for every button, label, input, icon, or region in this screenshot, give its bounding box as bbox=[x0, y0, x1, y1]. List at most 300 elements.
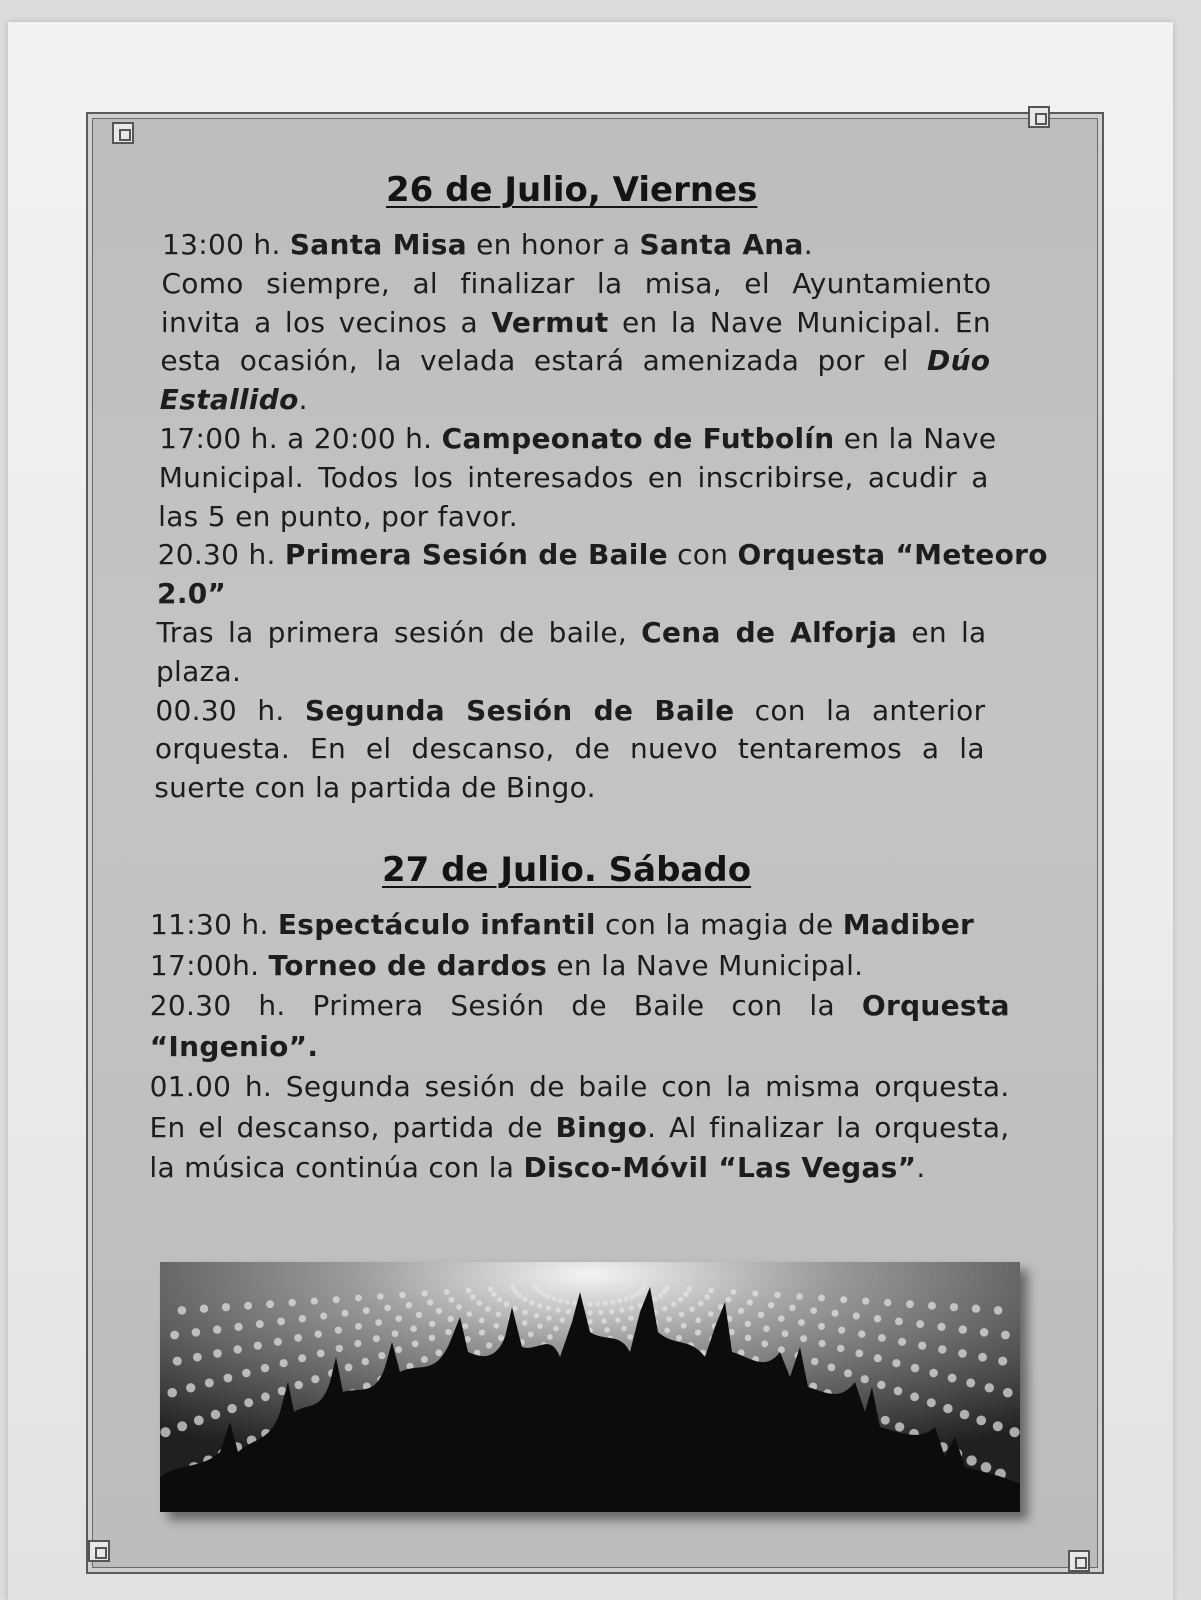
text-run: en la bbox=[897, 616, 987, 649]
light-dot bbox=[695, 1317, 701, 1323]
light-dot bbox=[354, 1340, 361, 1347]
light-dot bbox=[838, 1327, 845, 1334]
text-run: en honor a bbox=[466, 228, 640, 261]
light-dot bbox=[317, 1350, 325, 1358]
light-dot bbox=[745, 1335, 752, 1342]
light-dot bbox=[681, 1323, 687, 1329]
light-dot bbox=[898, 1338, 906, 1346]
light-dot bbox=[617, 1298, 622, 1303]
light-dot bbox=[528, 1331, 534, 1337]
light-dot bbox=[333, 1296, 340, 1303]
light-dot bbox=[277, 1318, 285, 1326]
light-dot bbox=[395, 1315, 402, 1322]
event-text-line bbox=[158, 500, 518, 533]
light-dot bbox=[588, 1302, 593, 1307]
text-run: Cena de Alforja bbox=[641, 616, 898, 649]
light-dot bbox=[494, 1323, 500, 1329]
event-text-line bbox=[154, 771, 595, 804]
text-run: 13:00 h. bbox=[162, 228, 290, 261]
light-dot bbox=[666, 1316, 672, 1322]
light-dot bbox=[416, 1312, 422, 1318]
text-run: 01.00 h. Segunda sesión de baile con la misma orquesta. bbox=[149, 1070, 1010, 1103]
light-dot bbox=[456, 1304, 462, 1310]
light-dot bbox=[998, 1357, 1007, 1366]
light-dot bbox=[676, 1335, 682, 1341]
light-dot bbox=[763, 1325, 770, 1332]
text-run: Segunda Sesión de Baile bbox=[304, 693, 735, 727]
light-dot bbox=[336, 1345, 343, 1352]
text-run: 20.30 h. Primera Sesión de Baile con la bbox=[149, 989, 862, 1022]
light-dot bbox=[160, 1427, 170, 1437]
light-dot bbox=[362, 1358, 369, 1365]
light-dot bbox=[911, 1364, 919, 1372]
light-dot bbox=[993, 1421, 1003, 1431]
light-dot bbox=[170, 1331, 179, 1340]
light-dot bbox=[895, 1318, 903, 1326]
event-text-line bbox=[161, 306, 991, 339]
light-dot bbox=[628, 1316, 633, 1321]
event-text-line bbox=[160, 383, 308, 416]
text-run: en la Nave Municipal. En bbox=[608, 305, 991, 339]
event-text-line bbox=[150, 1070, 1010, 1103]
light-dot bbox=[918, 1342, 926, 1350]
light-dot bbox=[485, 1306, 491, 1312]
text-run: En el descanso, partida de bbox=[149, 1110, 556, 1144]
light-dot bbox=[311, 1298, 318, 1305]
light-dot bbox=[315, 1330, 322, 1337]
event-text-line bbox=[158, 538, 1048, 571]
light-dot bbox=[512, 1306, 517, 1311]
frame-corner-ornament bbox=[1028, 106, 1050, 128]
light-dot bbox=[363, 1307, 370, 1314]
light-dot bbox=[598, 1310, 603, 1315]
light-dot bbox=[205, 1378, 214, 1387]
light-dot bbox=[884, 1299, 891, 1306]
light-dot bbox=[881, 1416, 890, 1425]
light-dot bbox=[523, 1310, 528, 1315]
light-dot bbox=[985, 1383, 994, 1392]
text-run: en la Nave Municipal. bbox=[547, 948, 864, 982]
light-dot bbox=[619, 1308, 624, 1313]
text-run: Bingo bbox=[555, 1110, 648, 1144]
light-dot bbox=[745, 1321, 751, 1327]
light-dot bbox=[178, 1306, 187, 1315]
light-dot bbox=[470, 1294, 476, 1300]
light-dot bbox=[355, 1295, 362, 1302]
light-dot bbox=[894, 1387, 903, 1396]
light-dot bbox=[213, 1325, 221, 1333]
light-dot bbox=[200, 1305, 208, 1313]
frame-corner-ornament bbox=[1068, 1550, 1090, 1572]
light-dot bbox=[603, 1301, 608, 1306]
light-dot bbox=[498, 1335, 504, 1341]
light-dot bbox=[377, 1293, 384, 1300]
text-run: suerte con la partida de Bingo. bbox=[154, 771, 596, 805]
text-run: 11:30 h. bbox=[150, 908, 278, 941]
light-dot bbox=[355, 1323, 362, 1330]
light-dot bbox=[227, 1404, 236, 1413]
light-dot bbox=[477, 1300, 483, 1306]
light-dot bbox=[496, 1312, 502, 1318]
event-text-line bbox=[149, 1151, 925, 1184]
light-dot bbox=[395, 1346, 402, 1353]
text-run: Campeonato de Futbolín bbox=[441, 422, 835, 455]
light-dot bbox=[840, 1296, 847, 1303]
light-dot bbox=[689, 1306, 695, 1312]
light-dot bbox=[966, 1378, 975, 1387]
event-text-line bbox=[150, 949, 863, 982]
light-dot bbox=[342, 1310, 349, 1317]
light-dot bbox=[295, 1381, 303, 1389]
text-run: 00.30 h. bbox=[155, 693, 305, 727]
text-run: 2.0” bbox=[157, 577, 227, 611]
light-dot bbox=[832, 1310, 839, 1317]
text-run: Primera Sesión de Baile bbox=[284, 538, 668, 572]
crowd-silhouette-graphic bbox=[160, 1262, 1020, 1512]
light-dot bbox=[837, 1345, 844, 1352]
text-run: Santa Misa bbox=[289, 228, 467, 261]
light-dot bbox=[818, 1295, 825, 1302]
light-dot bbox=[662, 1289, 667, 1294]
light-dot bbox=[972, 1305, 980, 1313]
event-text-line bbox=[156, 655, 241, 688]
text-run: la música continúa con la bbox=[149, 1151, 524, 1184]
light-dot bbox=[462, 1323, 468, 1329]
light-dot bbox=[778, 1315, 785, 1322]
text-run: invita a los vecinos a bbox=[160, 305, 492, 339]
light-dot bbox=[704, 1294, 710, 1300]
light-dot bbox=[874, 1315, 881, 1322]
text-run: orquesta. En el descanso, de nuevo tentaremos a la bbox=[154, 732, 985, 766]
light-dot bbox=[445, 1329, 451, 1335]
light-dot bbox=[406, 1302, 412, 1308]
light-dot bbox=[960, 1410, 970, 1420]
event-text-line bbox=[155, 694, 985, 727]
light-dot bbox=[844, 1369, 852, 1377]
text-run: en la Nave bbox=[834, 422, 997, 455]
light-dot bbox=[436, 1308, 442, 1314]
light-dot bbox=[510, 1285, 515, 1290]
light-dot bbox=[937, 1323, 945, 1331]
light-dot bbox=[422, 1290, 428, 1296]
light-dot bbox=[504, 1301, 509, 1306]
light-dot bbox=[449, 1297, 455, 1303]
light-dot bbox=[173, 1357, 182, 1366]
light-dot bbox=[529, 1300, 534, 1305]
light-dot bbox=[311, 1375, 319, 1383]
light-dot bbox=[874, 1354, 882, 1362]
crowd-silhouette-image bbox=[160, 1262, 1020, 1512]
light-dot bbox=[213, 1349, 222, 1358]
light-dot bbox=[537, 1323, 543, 1329]
light-dot bbox=[392, 1330, 399, 1337]
light-dot bbox=[289, 1299, 296, 1306]
light-dot bbox=[892, 1359, 900, 1367]
light-dot bbox=[378, 1352, 385, 1359]
light-dot bbox=[546, 1306, 551, 1311]
light-dot bbox=[486, 1342, 492, 1348]
light-dot bbox=[587, 1319, 592, 1324]
event-text-line bbox=[155, 732, 985, 765]
light-dot bbox=[758, 1312, 764, 1318]
light-dot bbox=[604, 1327, 610, 1333]
text-run: Vermut bbox=[491, 305, 609, 339]
text-run: Disco-Móvil “Las Vegas” bbox=[523, 1151, 917, 1184]
light-dot bbox=[853, 1312, 860, 1319]
light-dot bbox=[679, 1312, 685, 1318]
light-dot bbox=[491, 1292, 496, 1297]
light-dot bbox=[862, 1298, 869, 1305]
light-dot bbox=[421, 1356, 428, 1363]
light-dot bbox=[537, 1303, 542, 1308]
light-dot bbox=[683, 1292, 688, 1297]
event-text-line bbox=[159, 461, 989, 494]
text-run: . Al finalizar la orquesta, bbox=[647, 1110, 1010, 1144]
text-run: Orquesta bbox=[861, 989, 1010, 1022]
text-run: con bbox=[667, 538, 738, 572]
light-dot bbox=[435, 1349, 442, 1356]
light-dot bbox=[774, 1292, 780, 1298]
light-dot bbox=[517, 1293, 522, 1298]
light-dot bbox=[429, 1321, 435, 1327]
light-dot bbox=[244, 1398, 253, 1407]
light-dot bbox=[658, 1293, 663, 1298]
light-dot bbox=[177, 1421, 187, 1431]
light-dot bbox=[929, 1369, 938, 1378]
light-dot bbox=[916, 1320, 924, 1328]
light-dot bbox=[479, 1317, 485, 1323]
light-dot bbox=[448, 1316, 454, 1322]
light-dot bbox=[621, 1326, 627, 1332]
light-dot bbox=[553, 1326, 559, 1332]
light-dot bbox=[261, 1392, 270, 1401]
light-dot bbox=[980, 1328, 989, 1337]
light-dot bbox=[234, 1323, 242, 1331]
light-dot bbox=[615, 1317, 620, 1322]
light-dot bbox=[261, 1364, 269, 1372]
light-dot bbox=[565, 1300, 570, 1305]
light-dot bbox=[950, 1303, 958, 1311]
text-run: Madiber bbox=[842, 908, 975, 941]
light-dot bbox=[429, 1335, 436, 1342]
event-text-line bbox=[157, 616, 987, 649]
text-run: las 5 en punto, por favor. bbox=[158, 499, 519, 533]
light-dot bbox=[861, 1375, 869, 1383]
light-dot bbox=[410, 1325, 417, 1332]
light-dot bbox=[254, 1342, 262, 1350]
light-dot bbox=[927, 1398, 936, 1407]
light-dot bbox=[556, 1308, 561, 1313]
text-run: 20.30 h. bbox=[157, 538, 285, 572]
light-dot bbox=[532, 1283, 537, 1288]
light-dot bbox=[943, 1404, 952, 1413]
light-dot bbox=[878, 1334, 886, 1342]
light-dot bbox=[928, 1302, 936, 1310]
text-run: Dúo bbox=[927, 344, 991, 378]
text-run: 17:00h. bbox=[149, 948, 269, 982]
light-dot bbox=[274, 1338, 282, 1346]
light-dot bbox=[595, 1301, 600, 1306]
light-dot bbox=[266, 1300, 274, 1308]
light-dot bbox=[761, 1340, 768, 1347]
light-dot bbox=[399, 1292, 405, 1298]
light-dot bbox=[796, 1293, 803, 1300]
light-dot bbox=[819, 1340, 826, 1347]
text-run: . bbox=[916, 1151, 926, 1184]
text-run: Municipal. Todos los interesados en inscribirse, acudir a bbox=[158, 460, 989, 494]
light-dot bbox=[534, 1313, 539, 1318]
light-dot bbox=[601, 1319, 606, 1324]
light-dot bbox=[522, 1320, 528, 1326]
event-text-line bbox=[150, 908, 974, 941]
light-dot bbox=[948, 1374, 957, 1383]
light-dot bbox=[192, 1328, 201, 1337]
light-dot bbox=[858, 1330, 865, 1337]
light-dot bbox=[752, 1290, 758, 1296]
light-dot bbox=[747, 1299, 753, 1305]
frame-corner-ornament bbox=[88, 1540, 110, 1562]
light-dot bbox=[186, 1383, 195, 1392]
light-dot bbox=[552, 1296, 557, 1301]
light-dot bbox=[298, 1354, 306, 1362]
light-dot bbox=[412, 1340, 419, 1347]
light-dot bbox=[678, 1297, 683, 1302]
light-dot bbox=[375, 1319, 382, 1326]
event-text-line bbox=[150, 1030, 319, 1063]
light-dot bbox=[546, 1316, 551, 1321]
text-run: “Ingenio”. bbox=[149, 1029, 319, 1063]
light-dot bbox=[587, 1310, 592, 1315]
light-dot bbox=[906, 1300, 914, 1308]
light-dot bbox=[294, 1334, 302, 1342]
light-dot bbox=[167, 1388, 177, 1398]
light-dot bbox=[938, 1345, 946, 1353]
light-dot bbox=[782, 1330, 789, 1337]
light-dot bbox=[222, 1303, 230, 1311]
light-dot bbox=[629, 1306, 634, 1311]
light-dot bbox=[662, 1306, 667, 1311]
light-dot bbox=[1003, 1388, 1013, 1398]
light-dot bbox=[708, 1311, 714, 1317]
event-text-line bbox=[160, 344, 990, 377]
light-dot bbox=[479, 1330, 485, 1336]
light-dot bbox=[244, 1302, 252, 1310]
light-dot bbox=[242, 1369, 251, 1378]
light-dot bbox=[800, 1335, 807, 1342]
light-dot bbox=[798, 1319, 805, 1326]
light-dot bbox=[910, 1392, 919, 1401]
light-dot bbox=[981, 1462, 992, 1473]
light-dot bbox=[810, 1307, 817, 1314]
light-dot bbox=[709, 1288, 715, 1294]
event-text-line bbox=[157, 577, 226, 610]
light-dot bbox=[855, 1350, 863, 1358]
light-dot bbox=[345, 1364, 353, 1372]
light-dot bbox=[978, 1353, 987, 1362]
light-dot bbox=[335, 1327, 342, 1334]
text-run: plaza. bbox=[155, 654, 242, 688]
text-run: con la magia de bbox=[595, 908, 843, 941]
text-run: con la anterior bbox=[734, 693, 986, 727]
event-text-line bbox=[162, 228, 813, 261]
light-dot bbox=[738, 1308, 744, 1314]
light-dot bbox=[497, 1297, 502, 1302]
light-dot bbox=[629, 1294, 634, 1299]
light-dot bbox=[466, 1288, 472, 1294]
light-dot bbox=[444, 1289, 450, 1295]
light-dot bbox=[958, 1349, 967, 1358]
light-dot bbox=[695, 1330, 701, 1336]
light-dot bbox=[778, 1346, 785, 1353]
light-dot bbox=[547, 1334, 553, 1340]
light-dot bbox=[560, 1317, 565, 1322]
text-run: esta ocasión, la velada estará amenizada por el bbox=[160, 344, 928, 378]
light-dot bbox=[895, 1422, 904, 1431]
light-dot bbox=[1001, 1331, 1010, 1340]
light-dot bbox=[726, 1297, 732, 1303]
light-dot bbox=[194, 1416, 204, 1426]
event-text-line bbox=[161, 267, 991, 300]
light-dot bbox=[280, 1359, 288, 1367]
light-dot bbox=[373, 1335, 380, 1342]
event-text-line bbox=[150, 1111, 1010, 1144]
light-dot bbox=[224, 1374, 233, 1383]
light-dot bbox=[768, 1302, 774, 1308]
light-dot bbox=[811, 1358, 818, 1365]
light-dot bbox=[610, 1300, 615, 1305]
text-run: Torneo de dardos bbox=[268, 948, 548, 982]
text-run: 17:00 h. a 20:00 h. bbox=[159, 422, 442, 455]
day-heading-saturday: 27 de Julio. Sábado bbox=[382, 850, 752, 890]
text-run: . bbox=[298, 383, 308, 417]
light-dot bbox=[1009, 1427, 1019, 1437]
light-dot bbox=[959, 1325, 967, 1333]
light-dot bbox=[627, 1334, 633, 1340]
light-dot bbox=[976, 1416, 986, 1426]
light-dot bbox=[466, 1311, 472, 1317]
text-run: Tras la primera sesión de baile, bbox=[156, 616, 642, 649]
light-dot bbox=[384, 1305, 391, 1312]
light-dot bbox=[664, 1328, 670, 1334]
light-dot bbox=[877, 1381, 885, 1389]
light-dot bbox=[624, 1296, 629, 1301]
light-dot bbox=[256, 1320, 264, 1328]
text-run: Como siempre, al finalizar la misa, el Ayuntamiento bbox=[161, 266, 992, 300]
day-heading-friday: 26 de Julio, Viernes bbox=[386, 170, 758, 210]
frame-corner-ornament bbox=[112, 122, 134, 144]
light-dot bbox=[558, 1298, 563, 1303]
text-run: Estallido bbox=[159, 383, 299, 417]
text-run: . bbox=[803, 228, 813, 261]
light-dot bbox=[234, 1345, 242, 1353]
light-dot bbox=[818, 1323, 825, 1330]
light-dot bbox=[994, 1306, 1003, 1315]
light-dot bbox=[828, 1364, 836, 1372]
light-dot bbox=[211, 1410, 221, 1420]
light-dot bbox=[687, 1286, 692, 1291]
light-dot bbox=[488, 1286, 493, 1291]
text-run: Orquesta “Meteoro bbox=[737, 538, 1048, 572]
light-dot bbox=[966, 1455, 976, 1465]
light-dot bbox=[566, 1309, 571, 1314]
event-text-line bbox=[150, 989, 1010, 1022]
light-dot bbox=[572, 1301, 577, 1306]
light-dot bbox=[193, 1353, 202, 1362]
text-run: Santa Ana bbox=[639, 228, 804, 261]
light-dot bbox=[320, 1312, 327, 1319]
light-dot bbox=[299, 1315, 306, 1322]
light-dot bbox=[546, 1294, 551, 1299]
